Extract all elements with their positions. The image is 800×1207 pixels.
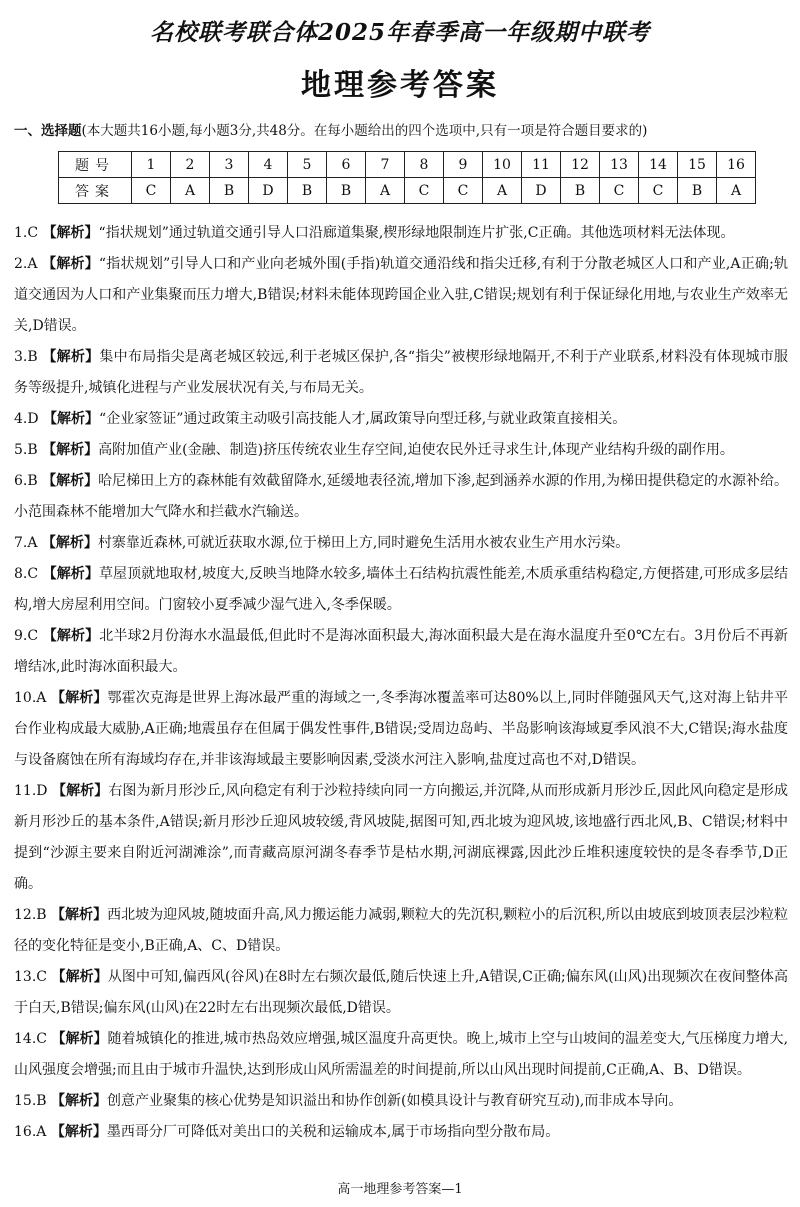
item-number: 15.B — [14, 1093, 47, 1109]
item-text: 哈尼梯田上方的森林能有效截留降水,延缓地表径流,增加下渗,起到涵养水源的作用,为梯田提供稳定的水源补给。小范围森林不能增加大气降水和拦截水汽输送。 — [14, 473, 788, 520]
answer-letter: D — [249, 178, 288, 204]
item-text: 鄂霍次克海是世界上海冰最严重的海域之一,冬季海冰覆盖率可达80%以上,同时伴随强风天气,这对海上钻井平台作业构成最大威胁,A正确;地震虽存在但属于偶发性事件,B错误;受周边岛屿、半岛影响该海域夏季风浪不大,C错误;海水盐度与设备腐蚀在所有海域均存在,并非该海域最主要影响因素,受淡水河注入影响,盐度过高也不对,D错误。 — [14, 690, 789, 768]
section-note: (本大题共16小题,每小题3分,共48分。在每小题给出的四个选项中,只有一项是符合题目要求的) — [81, 123, 648, 139]
row-label-number: 题号 — [59, 152, 132, 178]
answer-letter: B — [678, 178, 717, 204]
answer-letter: C — [405, 178, 444, 204]
item-number: 9.C — [14, 628, 39, 644]
item-tag: 【解析】 — [51, 1093, 108, 1109]
list-item — [14, 621, 788, 683]
question-number: 8 — [405, 152, 444, 178]
answer-letter: C — [639, 178, 678, 204]
question-number: 6 — [327, 152, 366, 178]
answer-letter: A — [483, 178, 522, 204]
item-number: 13.C — [14, 969, 47, 985]
item-text: 创意产业聚集的核心优势是知识溢出和协作创新(如模具设计与教育研究互动),而非成本导向。 — [107, 1093, 683, 1109]
list-item — [14, 342, 788, 404]
item-tag: 【解析】 — [42, 442, 99, 458]
item-text: 集中布局指尖是离老城区较远,利于老城区保护,各“指尖”被楔形绿地隔开,不利于产业联系,材料没有体现城市服务等级提升,城镇化进程与产业发展状况有关,与布局无关。 — [14, 349, 788, 396]
item-tag: 【解析】 — [42, 256, 99, 272]
question-number: 13 — [600, 152, 639, 178]
item-tag: 【解析】 — [50, 1124, 107, 1140]
list-item — [14, 683, 788, 776]
list-item — [14, 776, 788, 900]
item-text: 高附加值产业(金融、制造)挤压传统农业生存空间,迫使农民外迁寻求生计,体现产业结构升级的副作用。 — [98, 442, 734, 458]
item-number: 14.C — [14, 1031, 47, 1047]
item-text: “指状规划”通过轨道交通引导人口沿廊道集聚,楔形绿地限制连片扩张,C正确。其他选项材料无法体现。 — [98, 225, 735, 241]
answer-letter: C — [132, 178, 171, 204]
answer-letter: A — [717, 178, 756, 204]
item-text: 村寨靠近森林,可就近获取水源,位于梯田上方,同时避免生活用水被农业生产用水污染。 — [97, 535, 630, 551]
list-item — [14, 528, 788, 559]
answer-letter: A — [171, 178, 210, 204]
item-number: 5.B — [14, 442, 38, 458]
item-tag: 【解析】 — [42, 473, 99, 489]
list-item — [14, 1024, 788, 1086]
list-item — [14, 900, 788, 962]
answer-letter: C — [600, 178, 639, 204]
item-tag: 【解析】 — [43, 411, 100, 427]
item-tag: 【解析】 — [42, 349, 100, 365]
item-number: 6.B — [14, 473, 38, 489]
table-row-answers — [59, 178, 756, 204]
question-number: 11 — [522, 152, 561, 178]
answer-letter: C — [444, 178, 483, 204]
item-text: 北半球2月份海水水温最低,但此时不是海冰面积最大,海冰面积最大是在海水温度升至0℃左右。3月份后不再新增结冰,此时海冰面积最大。 — [14, 628, 789, 675]
item-number: 4.D — [14, 411, 39, 427]
item-number: 8.C — [14, 566, 39, 582]
item-text: 草屋顶就地取材,坡度大,反映当地降水较多,墙体土石结构抗震性能差,木质承重结构稳定,方便搭建,可形成多层结构,增大房屋利用空间。门窗较小夏季减少湿气进入,冬季保暖。 — [14, 566, 789, 613]
question-number: 9 — [444, 152, 483, 178]
answer-letter: B — [210, 178, 249, 204]
list-item — [14, 1117, 788, 1148]
item-tag: 【解析】 — [42, 225, 99, 241]
section-title: 一、选择题 — [14, 123, 82, 139]
question-number: 12 — [561, 152, 600, 178]
item-tag: 【解析】 — [42, 566, 99, 582]
row-label-answer: 答案 — [59, 178, 132, 204]
item-tag: 【解析】 — [51, 969, 108, 985]
item-number: 10.A — [14, 690, 47, 706]
question-number: 14 — [639, 152, 678, 178]
question-number: 10 — [483, 152, 522, 178]
item-text: “企业家签证”通过政策主动吸引高技能人才,属政策导向型迁移,与就业政策直接相关。 — [99, 411, 627, 427]
list-item — [14, 559, 788, 621]
item-number: 2.A — [14, 256, 38, 272]
section-heading — [14, 119, 794, 139]
answer-table — [58, 151, 756, 204]
item-tag: 【解析】 — [52, 783, 109, 799]
list-item — [14, 404, 788, 435]
question-number: 16 — [717, 152, 756, 178]
list-item — [14, 1086, 788, 1117]
item-tag: 【解析】 — [41, 535, 98, 551]
page-footer: 高一地理参考答案—1 — [337, 1182, 463, 1197]
question-number: 2 — [171, 152, 210, 178]
exam-header-title: 名校联考联合体2025年春季高一年级期中联考 — [149, 19, 650, 46]
question-number: 7 — [366, 152, 405, 178]
table-row-numbers — [59, 152, 756, 178]
list-item — [14, 466, 788, 528]
item-tag: 【解析】 — [50, 690, 108, 706]
item-number: 1.C — [14, 225, 39, 241]
item-text: 西北坡为迎风坡,随坡面升高,风力搬运能力减弱,颗粒大的先沉积,颗粒小的后沉积,所以由坡底到坡顶表层沙粒粒径的变化特征是变小,B正确,A、C、D错误。 — [14, 907, 789, 954]
answer-letter: A — [366, 178, 405, 204]
answer-letter: B — [288, 178, 327, 204]
question-number: 4 — [249, 152, 288, 178]
list-item — [14, 218, 788, 249]
item-text: 墨西哥分厂可降低对美出口的关税和运输成本,属于市场指向型分散布局。 — [106, 1124, 560, 1140]
answer-letter: B — [327, 178, 366, 204]
item-number: 12.B — [14, 907, 47, 923]
question-number: 1 — [132, 152, 171, 178]
list-item — [14, 962, 788, 1024]
answer-letter: D — [522, 178, 561, 204]
item-text: 右图为新月形沙丘,风向稳定有利于沙粒持续向同一方向搬运,并沉降,从而形成新月形沙丘,因此风向稳定是形成新月形沙丘的基本条件,A错误;新月形沙丘迎风坡较缓,背风坡陡,据图可知,西北坡为迎风坡,该地盛行西北风,B、C错误;材料中提到“沙源主要来自附近河湖滩涂”,而青藏高原河湖冬春季节是枯水期,河湖底裸露,因此沙丘堆积速度较快的是冬春季节,D正确。 — [14, 783, 788, 892]
item-number: 3.B — [14, 349, 38, 365]
item-number: 7.A — [14, 535, 38, 551]
question-number: 5 — [288, 152, 327, 178]
item-tag: 【解析】 — [51, 907, 108, 923]
item-text: “指状规划”引导人口和产业向老城外围(手指)轨道交通沿线和指尖迁移,有利于分散老城区人口和产业,A正确;轨道交通因为人口和产业集聚而压力增大,B错误;材料未能体现跨国企业入驻,C错误;规划有利于保证绿化用地,与农业生产效率无关,D错误。 — [14, 256, 789, 334]
item-text: 从图中可知,偏西风(谷风)在8时左右频次最低,随后快速上升,A错误,C正确;偏东风(山风)出现频次在夜间整体高于白天,B错误;偏东风(山风)在22时左右出现频次最低,D错误。 — [14, 969, 789, 1016]
explanations-list — [14, 218, 788, 1148]
item-number: 16.A — [14, 1124, 47, 1140]
item-text: 随着城镇化的推进,城市热岛效应增强,城区温度升高更快。晚上,城市上空与山坡间的温差变大,气压梯度力增大,山风强度会增强;而且由于城市升温快,达到形成山风所需温差的时间提前,所以山风出现时间提前,C正确,A、B、D错误。 — [14, 1031, 789, 1078]
item-number: 11.D — [14, 783, 48, 799]
item-tag: 【解析】 — [51, 1031, 108, 1047]
question-number: 3 — [210, 152, 249, 178]
page-title: 地理参考答案 — [301, 68, 499, 103]
item-tag: 【解析】 — [42, 628, 100, 644]
list-item — [14, 249, 788, 342]
question-number: 15 — [678, 152, 717, 178]
answer-letter: B — [561, 178, 600, 204]
list-item — [14, 435, 788, 466]
